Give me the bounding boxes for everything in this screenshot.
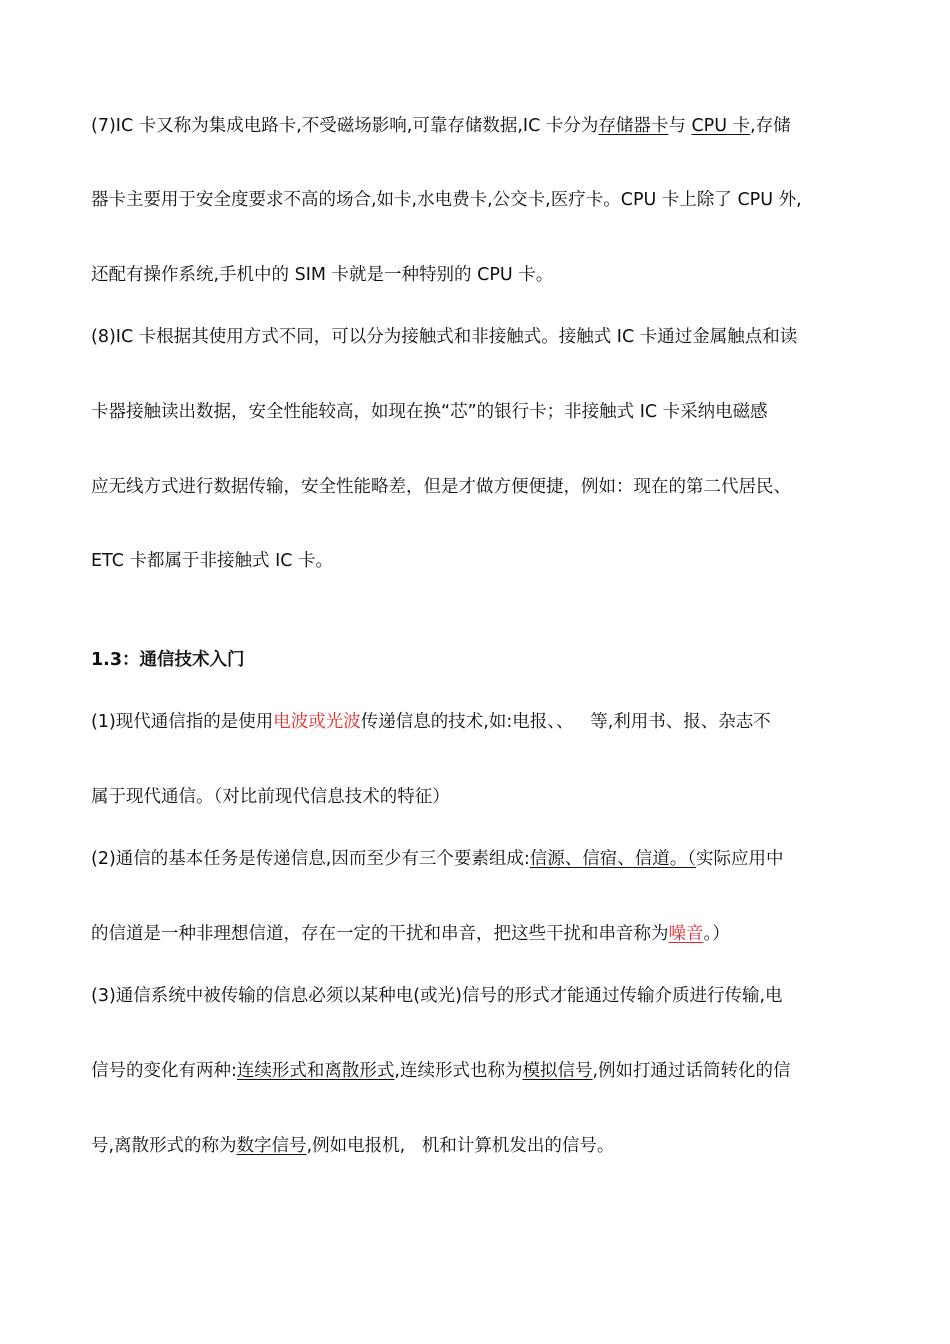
paragraph-8-line-2: 卡器接触读出数据，安全性能较高，如现在换“芯”的银行卡；非接触式 IC 卡采纳电磁感 — [91, 402, 768, 422]
paragraph-3-line-2 — [91, 1058, 791, 1084]
text-span: 的信道是一种非理想信道，存在一定的干扰和串音，把这些干扰和串音称为 — [91, 924, 669, 944]
text-span: 号,离散形式的称为 — [91, 1136, 237, 1156]
text-span: ,例如打通过话筒转化的信 — [592, 1061, 791, 1081]
paragraph-2-line-1 — [91, 846, 784, 872]
paragraph-8-line-4: ETC 卡都属于非接触式 IC 卡。 — [91, 551, 334, 571]
text-span: ,连续形式也称为 — [394, 1061, 523, 1081]
text-span: 实际应用中 — [696, 849, 784, 869]
text-span: 与 — [668, 116, 692, 136]
paragraph-1-line-2: 属于现代通信。（对比前现代信息技术的特征） — [91, 787, 450, 807]
text-span: 。） — [703, 924, 730, 944]
paragraph-7-line-3: 还配有操作系统,手机中的 SIM 卡就是一种特别的 CPU 卡。 — [91, 265, 554, 285]
section-heading: 1.3：通信技术入门 — [91, 650, 245, 670]
paragraph-1-line-1 — [91, 709, 771, 735]
highlighted-term: 噪音 — [668, 924, 704, 944]
text-span: 传递信息的技术,如:电报、、 等,利用书、报、杂志不 — [360, 712, 771, 732]
underlined-term: CPU 卡 — [691, 116, 751, 136]
highlighted-term: 电波或光波 — [273, 712, 361, 732]
underlined-term: 信源、信宿、信道。（ — [529, 849, 696, 869]
underlined-term: 连续形式和离散形式 — [236, 1061, 395, 1081]
underlined-term: 数字信号 — [236, 1136, 307, 1156]
paragraph-2-line-2 — [91, 921, 730, 947]
text-span: ,存储 — [750, 116, 791, 136]
text-span: (1)现代通信指的是使用 — [91, 712, 274, 732]
paragraph-7-line-2: 器卡主要用于安全度要求不高的场合,如卡,水电费卡,公交卡,医疗卡。CPU 卡上除了 CPU 外, — [91, 190, 802, 210]
paragraph-8-line-1: (8)IC 卡根据其使用方式不同，可以分为接触式和非接触式。接触式 IC 卡通过金属触点和读 — [91, 327, 798, 347]
underlined-term: 存储器卡 — [598, 116, 669, 136]
text-span: ,例如电报机, 机和计算机发出的信号。 — [306, 1136, 615, 1156]
text-span: (2)通信的基本任务是传递信息,因而至少有三个要素组成: — [91, 849, 530, 869]
paragraph-3-line-1: (3)通信系统中被传输的信息必须以某种电(或光)信号的形式才能通过传输介质进行传输,电 — [91, 986, 783, 1006]
paragraph-3-line-3 — [91, 1133, 614, 1159]
paragraph-7-line-1 — [91, 113, 791, 139]
paragraph-8-line-3: 应无线方式进行数据传输，安全性能略差，但是才做方便便捷，例如：现在的第二代居民、 — [91, 477, 791, 497]
text-span: 信号的变化有两种: — [91, 1061, 237, 1081]
underlined-term: 模拟信号 — [522, 1061, 593, 1081]
text-span: (7)IC 卡又称为集成电路卡,不受磁场影响,可靠存储数据,IC 卡分为 — [91, 116, 599, 136]
